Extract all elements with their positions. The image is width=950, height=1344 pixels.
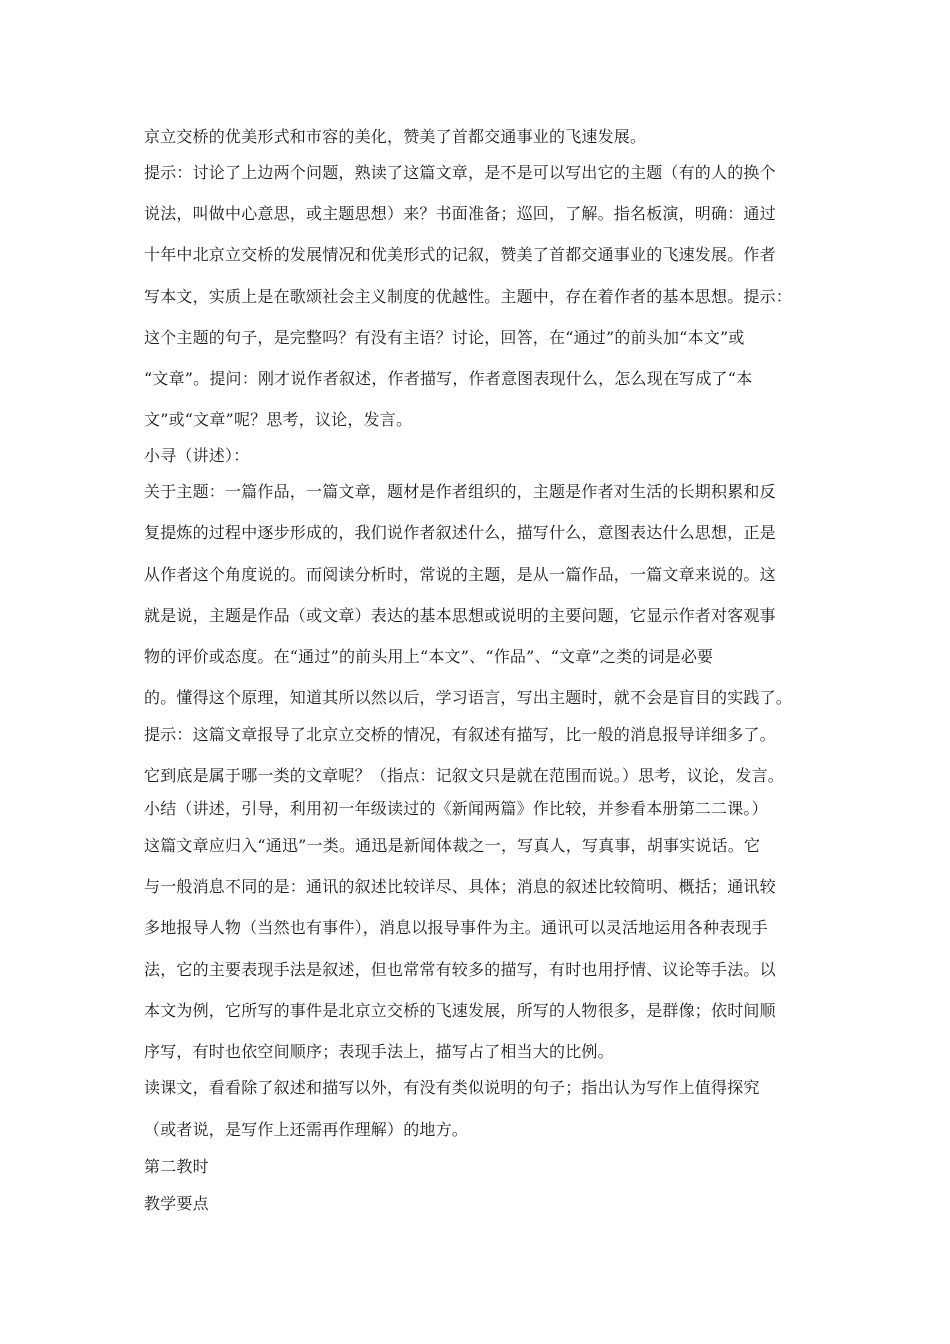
section-heading: 小寻（讲述）： bbox=[144, 446, 250, 465]
text-line: 这个主题的句子，是完整吗？有没有主语？讨论，回答，在“通过”的前头加“本文”或 bbox=[144, 328, 745, 347]
text-line: 说法，叫做中心意思，或主题思想）来？书面准备；巡回，了解。指名板演，明确：通过 bbox=[144, 204, 776, 223]
text-line: 多地报导人物（当然也有事件），消息以报导事件为主。通讯可以灵活地运用各种表现手 bbox=[144, 918, 768, 937]
text-line: 读课文，看看除了叙述和描写以外，有没有类似说明的句子；指出认为写作上值得探究 bbox=[144, 1078, 760, 1097]
text-line: 文”或“文章”呢？思考，议论，发言。 bbox=[144, 410, 413, 429]
text-line: 关于主题：一篇作品，一篇文章，题材是作者组织的，主题是作者对生活的长期积累和反 bbox=[144, 482, 776, 501]
text-line: 写本文，实质上是在歌颂社会主义制度的优越性。主题中，存在着作者的基本思想。提示： bbox=[144, 287, 793, 306]
text-line: 的。懂得这个原理，知道其所以然以后，学习语言，写出主题时，就不会是盲目的实践了。 bbox=[144, 688, 793, 707]
text-line: 序写，有时也依空间顺序；表现手法上，描写占了相当大的比例。 bbox=[144, 1042, 614, 1061]
section-heading: 第二教时 bbox=[144, 1157, 209, 1176]
text-line: 提示：这篇文章报导了北京立交桥的情况，有叙述有描写，比一般的消息报导详细多了。 bbox=[144, 725, 776, 744]
text-line: 法，它的主要表现手法是叙述，但也常常有较多的描写，有时也用抒情、议论等手法。以 bbox=[144, 960, 776, 979]
text-line: 本文为例，它所写的事件是北京立交桥的飞速发展，所写的人物很多，是群像；依时间顺 bbox=[144, 1001, 776, 1020]
text-line: 就是说，主题是作品（或文章）表达的基本思想或说明的主要问题，它显示作者对客观事 bbox=[144, 606, 776, 625]
text-line: （或者说，是写作上还需再作理解）的地方。 bbox=[144, 1120, 469, 1139]
text-line: “文章”。提问：刚才说作者叙述，作者描写，作者意图表现什么，怎么现在写成了“本 bbox=[144, 369, 753, 388]
text-line: 从作者这个角度说的。而阅读分析时，常说的主题，是从一篇作品，一篇文章来说的。这 bbox=[144, 565, 776, 584]
section-heading: 教学要点 bbox=[144, 1194, 209, 1213]
text-line: 小结（讲述，引导，利用初一年级读过的《新闻两篇》作比较，并参看本册第二二课。） bbox=[144, 799, 768, 818]
text-line: 十年中北京立交桥的发展情况和优美形式的记叙，赞美了首都交通事业的飞速发展。作者 bbox=[144, 245, 776, 264]
text-line: 物的评价或态度。在“通过”的前头用上“本文”、“作品”、“文章”之类的词是必要 bbox=[144, 647, 714, 666]
text-line: 它到底是属于哪一类的文章呢？（指点：记叙文只是就在范围而说。）思考，议论，发言。 bbox=[144, 766, 785, 785]
text-line: 与一般消息不同的是：通讯的叙述比较详尽、具体；消息的叙述比较简明、概括；通讯较 bbox=[144, 877, 776, 896]
text-line: 这篇文章应归入“通迅”一类。通迅是新闻体裁之一，写真人，写真事，胡事实说话。它 bbox=[144, 836, 761, 855]
text-line: 复提炼的过程中逐步形成的，我们说作者叙述什么，描写什么，意图表达什么思想，正是 bbox=[144, 523, 776, 542]
text-line: 提示：讨论了上边两个问题，熟读了这篇文章，是不是可以写出它的主题（有的人的换个 bbox=[144, 163, 776, 182]
text-line: 京立交桥的优美形式和市容的美化，赞美了首都交通事业的飞速发展。 bbox=[144, 127, 647, 146]
